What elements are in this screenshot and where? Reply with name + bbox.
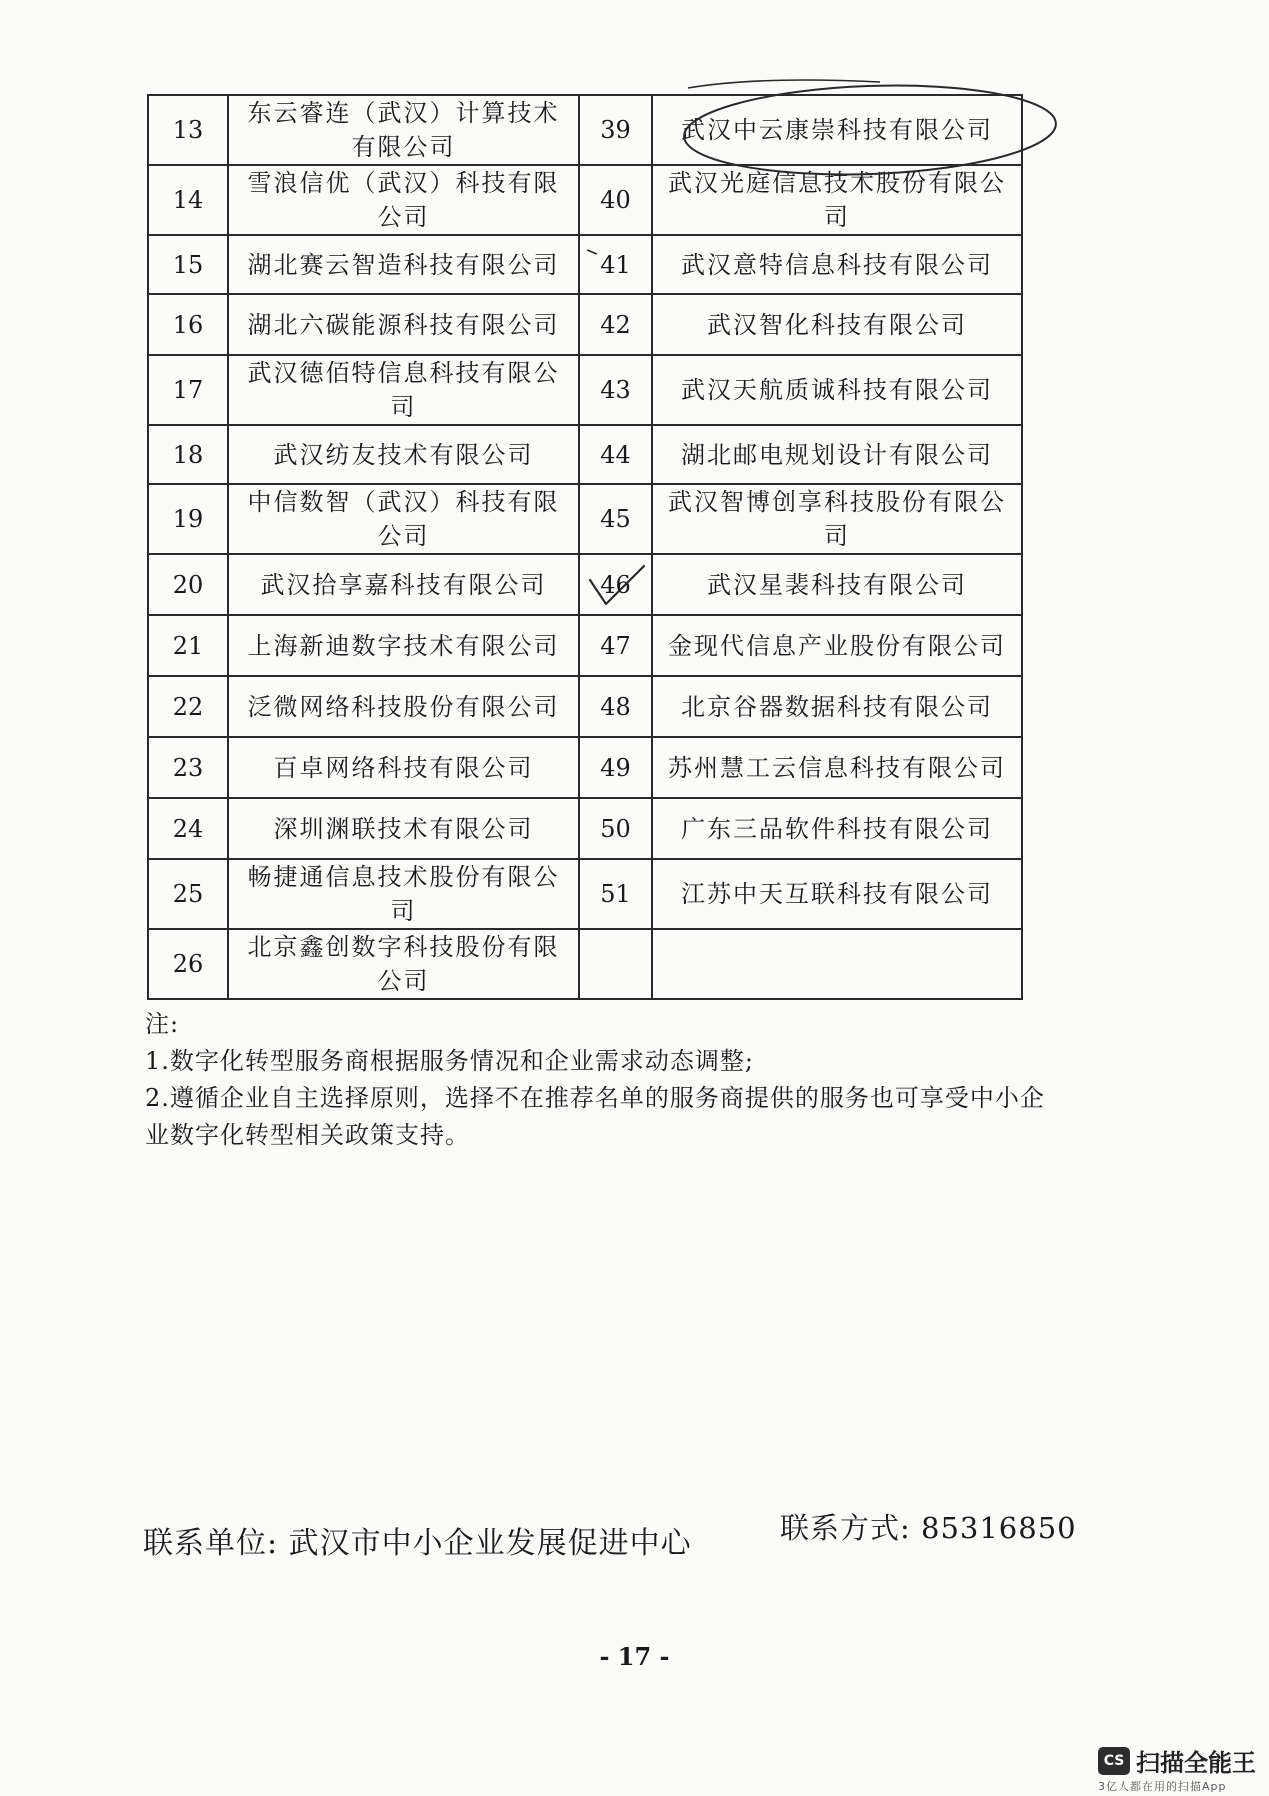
company-name: 泛微网络科技股份有限公司 bbox=[228, 676, 579, 737]
pen-stroke-mark bbox=[688, 80, 880, 88]
company-name: 苏州慧工云信息科技有限公司 bbox=[652, 737, 1022, 798]
contact-unit: 联系单位: 武汉市中小企业发展促进中心 bbox=[143, 1526, 692, 1561]
row-number: 48 bbox=[579, 676, 652, 737]
page-number: - 17 - bbox=[599, 1642, 670, 1671]
row-number: 46 bbox=[579, 554, 652, 615]
table-row bbox=[148, 165, 1022, 235]
row-number: 39 bbox=[579, 95, 652, 165]
company-name: 金现代信息产业股份有限公司 bbox=[652, 615, 1022, 676]
row-number: 13 bbox=[148, 95, 228, 165]
table-row bbox=[148, 425, 1022, 484]
company-name bbox=[652, 929, 1022, 999]
row-number: 14 bbox=[148, 165, 228, 235]
company-name: 上海新迪数字技术有限公司 bbox=[228, 615, 579, 676]
company-name: 中信数智（武汉）科技有限公司 bbox=[228, 484, 579, 554]
notes-heading: 注: bbox=[145, 1010, 180, 1038]
table-row bbox=[148, 294, 1022, 355]
company-name: 东云睿连（武汉）计算技术有限公司 bbox=[228, 95, 579, 165]
company-name: 深圳渊联技术有限公司 bbox=[228, 798, 579, 859]
table-row bbox=[148, 484, 1022, 554]
table-row bbox=[148, 235, 1022, 294]
row-number: 19 bbox=[148, 484, 228, 554]
row-number: 18 bbox=[148, 425, 228, 484]
company-name: 武汉纺友技术有限公司 bbox=[228, 425, 579, 484]
company-name: 畅捷通信息技术股份有限公司 bbox=[228, 859, 579, 929]
row-number: 42 bbox=[579, 294, 652, 355]
row-number: 41 bbox=[579, 235, 652, 294]
row-number: 25 bbox=[148, 859, 228, 929]
row-number: 49 bbox=[579, 737, 652, 798]
row-number: 15 bbox=[148, 235, 228, 294]
row-number: 44 bbox=[579, 425, 652, 484]
scanner-watermark bbox=[1098, 1743, 1256, 1778]
row-number: 47 bbox=[579, 615, 652, 676]
row-number bbox=[579, 929, 652, 999]
company-name: 武汉智博创享科技股份有限公司 bbox=[652, 484, 1022, 554]
company-name: 武汉拾享嘉科技有限公司 bbox=[228, 554, 579, 615]
row-number: 20 bbox=[148, 554, 228, 615]
row-number: 40 bbox=[579, 165, 652, 235]
company-name: 湖北邮电规划设计有限公司 bbox=[652, 425, 1022, 484]
company-name: 武汉德佰特信息科技有限公司 bbox=[228, 355, 579, 425]
row-number: 21 bbox=[148, 615, 228, 676]
watermark-brand: 扫描全能王 bbox=[1136, 1749, 1256, 1777]
service-provider-table bbox=[147, 94, 1023, 1000]
watermark-slogan: 3亿人都在用的扫描App bbox=[1098, 1780, 1227, 1793]
company-name: 广东三品软件科技有限公司 bbox=[652, 798, 1022, 859]
table-row bbox=[148, 676, 1022, 737]
company-name: 北京鑫创数字科技股份有限公司 bbox=[228, 929, 579, 999]
row-number: 17 bbox=[148, 355, 228, 425]
row-number: 24 bbox=[148, 798, 228, 859]
row-number: 26 bbox=[148, 929, 228, 999]
row-number: 23 bbox=[148, 737, 228, 798]
company-name: 江苏中天互联科技有限公司 bbox=[652, 859, 1022, 929]
table-row bbox=[148, 859, 1022, 929]
company-name: 湖北六碳能源科技有限公司 bbox=[228, 294, 579, 355]
company-name: 雪浪信优（武汉）科技有限公司 bbox=[228, 165, 579, 235]
company-name: 北京谷器数据科技有限公司 bbox=[652, 676, 1022, 737]
table-row bbox=[148, 615, 1022, 676]
company-name: 武汉意特信息科技有限公司 bbox=[652, 235, 1022, 294]
company-name: 湖北赛云智造科技有限公司 bbox=[228, 235, 579, 294]
company-name: 武汉光庭信息技术股份有限公司 bbox=[652, 165, 1022, 235]
company-name: 武汉天航质诚科技有限公司 bbox=[652, 355, 1022, 425]
company-name: 武汉星裴科技有限公司 bbox=[652, 554, 1022, 615]
row-number: 45 bbox=[579, 484, 652, 554]
notes-section bbox=[145, 1006, 1045, 1154]
row-number: 50 bbox=[579, 798, 652, 859]
row-number: 43 bbox=[579, 355, 652, 425]
note-item: 1.数字化转型服务商根据服务情况和企业需求动态调整; bbox=[145, 1047, 754, 1075]
table-body bbox=[148, 95, 1022, 999]
contact-phone: 联系方式: 85316850 bbox=[780, 1511, 1077, 1545]
company-name: 武汉智化科技有限公司 bbox=[652, 294, 1022, 355]
row-number: 22 bbox=[148, 676, 228, 737]
table-row bbox=[148, 737, 1022, 798]
table-row bbox=[148, 95, 1022, 165]
table-row bbox=[148, 554, 1022, 615]
row-number: 16 bbox=[148, 294, 228, 355]
note-item: 2.遵循企业自主选择原则，选择不在推荐名单的服务商提供的服务也可享受中小企业数字化转型相关政策支持。 bbox=[145, 1084, 1045, 1149]
company-name: 武汉中云康崇科技有限公司 bbox=[652, 95, 1022, 165]
company-name: 百卓网络科技有限公司 bbox=[228, 737, 579, 798]
row-number: 51 bbox=[579, 859, 652, 929]
table-row bbox=[148, 355, 1022, 425]
table-row bbox=[148, 929, 1022, 999]
table-row bbox=[148, 798, 1022, 859]
camscanner-logo-icon: CS bbox=[1098, 1747, 1130, 1775]
